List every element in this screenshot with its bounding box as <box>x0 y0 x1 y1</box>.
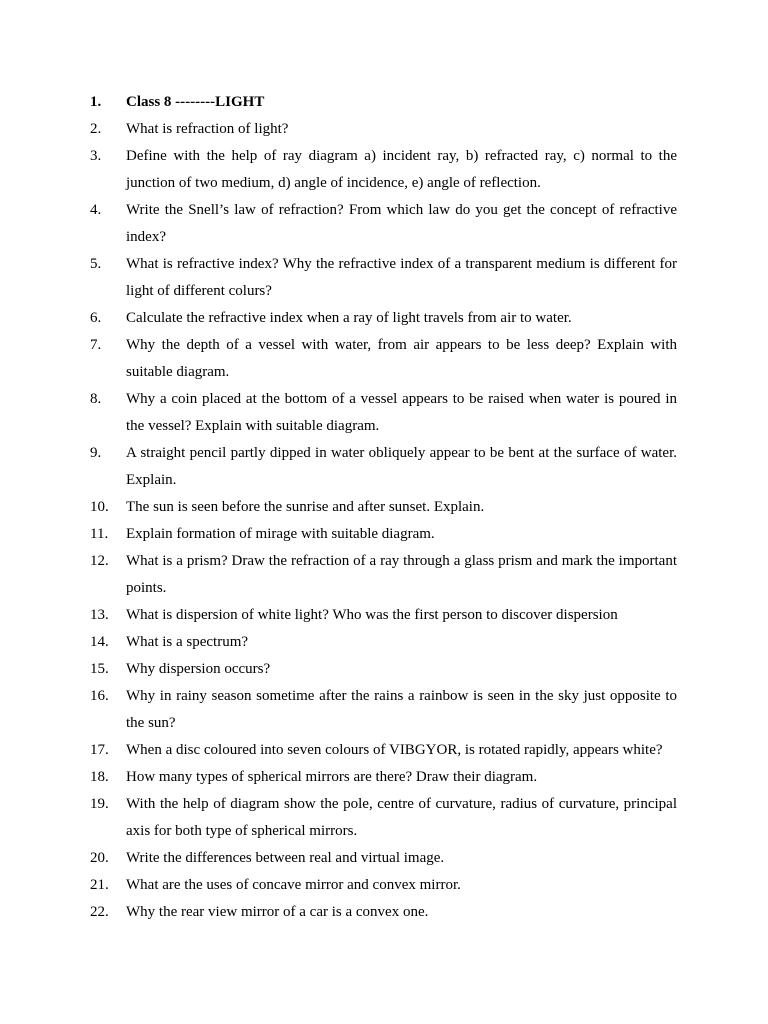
item-number: 11. <box>90 526 109 542</box>
list-item <box>90 656 677 683</box>
item-text: How many types of spherical mirrors are there? Draw their diagram. <box>126 769 538 785</box>
item-text: Why in rainy season sometime after the rains a rainbow is seen in the sky just opposite to the sun? <box>126 688 677 731</box>
item-number: 21. <box>90 877 109 893</box>
list-item <box>90 899 677 926</box>
item-text: What is dispersion of white light? Who was the first person to discover dispersion <box>126 607 618 623</box>
item-text: Define with the help of ray diagram a) incident ray, b) refracted ray, c) normal to the junction of two medium, d) angle of incidence, e) angle of reflection. <box>126 148 677 191</box>
list-item <box>90 116 677 143</box>
item-text: What is refractive index? Why the refractive index of a transparent medium is different for light of different colurs? <box>126 256 677 299</box>
list-item <box>90 521 677 548</box>
list-item <box>90 629 677 656</box>
item-number: 8. <box>90 391 102 407</box>
item-number: 6. <box>90 310 102 326</box>
item-text: The sun is seen before the sunrise and after sunset. Explain. <box>126 499 485 515</box>
list-item <box>90 197 677 251</box>
item-number: 1. <box>90 94 102 110</box>
item-number: 4. <box>90 202 102 218</box>
list-item <box>90 737 677 764</box>
item-number: 20. <box>90 850 109 866</box>
item-number: 7. <box>90 337 102 353</box>
item-text: Why the rear view mirror of a car is a convex one. <box>126 904 429 920</box>
item-text: With the help of diagram show the pole, centre of curvature, radius of curvature, principal axis for both type of spherical mirrors. <box>126 796 677 839</box>
question-list <box>90 89 677 926</box>
item-text: Why a coin placed at the bottom of a vessel appears to be raised when water is poured in the vessel? Explain with suitable diagram. <box>126 391 677 434</box>
list-item <box>90 386 677 440</box>
list-item <box>90 602 677 629</box>
item-text: Explain formation of mirage with suitable diagram. <box>126 526 435 542</box>
list-item <box>90 764 677 791</box>
item-number: 22. <box>90 904 109 920</box>
item-number: 15. <box>90 661 109 677</box>
item-text: What are the uses of concave mirror and convex mirror. <box>126 877 461 893</box>
item-text: Write the differences between real and virtual image. <box>126 850 445 866</box>
item-text: What is a prism? Draw the refraction of a ray through a glass prism and mark the important points. <box>126 553 677 596</box>
item-number: 5. <box>90 256 102 272</box>
item-text: What is a spectrum? <box>126 634 249 650</box>
item-text: Calculate the refractive index when a ray of light travels from air to water. <box>126 310 572 326</box>
item-number: 17. <box>90 742 109 758</box>
list-item <box>90 143 677 197</box>
list-item <box>90 494 677 521</box>
list-item-title <box>90 89 677 116</box>
item-text: A straight pencil partly dipped in water obliquely appear to be bent at the surface of water. Explain. <box>126 445 677 488</box>
list-item <box>90 791 677 845</box>
item-number: 10. <box>90 499 109 515</box>
item-text: Write the Snell’s law of refraction? From which law do you get the concept of refractive index? <box>126 202 677 245</box>
item-number: 2. <box>90 121 102 137</box>
list-item <box>90 845 677 872</box>
list-item <box>90 251 677 305</box>
item-text: Why dispersion occurs? <box>126 661 271 677</box>
item-text: Class 8 --------LIGHT <box>126 94 265 110</box>
item-number: 12. <box>90 553 109 569</box>
item-text: What is refraction of light? <box>126 121 289 137</box>
item-text: Why the depth of a vessel with water, from air appears to be less deep? Explain with suitable diagram. <box>126 337 677 380</box>
item-number: 16. <box>90 688 109 704</box>
item-number: 18. <box>90 769 109 785</box>
item-number: 3. <box>90 148 102 164</box>
item-number: 9. <box>90 445 102 461</box>
list-item <box>90 683 677 737</box>
list-item <box>90 440 677 494</box>
item-number: 19. <box>90 796 109 812</box>
list-item <box>90 332 677 386</box>
list-item <box>90 872 677 899</box>
item-number: 13. <box>90 607 109 623</box>
item-number: 14. <box>90 634 109 650</box>
item-text: When a disc coloured into seven colours of VIBGYOR, is rotated rapidly, appears white? <box>126 742 663 758</box>
list-item <box>90 548 677 602</box>
list-item <box>90 305 677 332</box>
